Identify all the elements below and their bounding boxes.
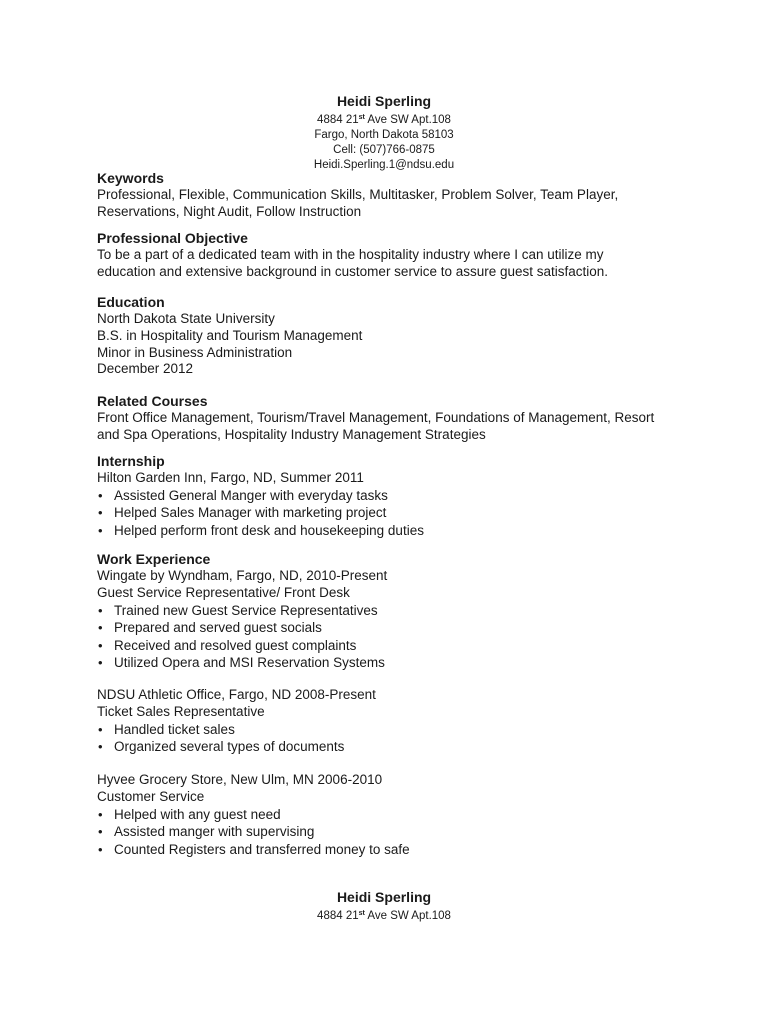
list-item: • Prepared and served guest socials <box>97 619 697 637</box>
applicant-name: Heidi Sperling <box>336 889 432 905</box>
job-bullets <box>97 806 697 859</box>
job-title: Guest Service Representative/ Front Desk <box>97 584 350 600</box>
list-item: • Trained new Guest Service Representatives <box>97 602 697 620</box>
courses-line: and Spa Operations, Hospitality Industry Management Strategies <box>97 426 486 442</box>
keywords-line: Reservations, Night Audit, Follow Instruction <box>97 203 362 219</box>
list-item: • Utilized Opera and MSI Reservation Systems <box>97 654 697 672</box>
objective-line: education and extensive background in customer service to assure guest satisfaction. <box>97 263 609 279</box>
education-line: North Dakota State University <box>97 311 275 326</box>
keywords-line: Professional, Flexible, Communication Skills, Multitasker, Problem Solver, Team Player, <box>97 187 619 202</box>
street-address: 4884 21st Ave SW Apt.108 <box>317 910 451 922</box>
education-section <box>97 294 697 378</box>
keywords-section <box>97 170 697 221</box>
job-entry <box>97 687 697 756</box>
list-item: • Organized several types of documents <box>97 738 697 756</box>
job-place: Wingate by Wyndham, Fargo, ND, 2010-Present <box>97 568 388 583</box>
courses-section <box>97 393 697 444</box>
keywords-heading: Keywords <box>97 170 164 186</box>
internship-place: Hilton Garden Inn, Fargo, ND, Summer 2011 <box>97 470 364 485</box>
job-bullets <box>97 721 697 756</box>
street-address: 4884 21st Ave SW Apt.108 <box>317 114 451 126</box>
list-item: • Counted Registers and transferred money to safe <box>97 841 697 859</box>
list-item: • Assisted General Manger with everyday tasks <box>97 487 697 505</box>
list-item: • Helped with any guest need <box>97 806 697 824</box>
job-bullets <box>97 602 697 672</box>
job-place: NDSU Athletic Office, Fargo, ND 2008-Present <box>97 687 376 702</box>
work-heading: Work Experience <box>97 551 211 567</box>
work-section <box>97 551 697 672</box>
applicant-name: Heidi Sperling <box>336 93 432 109</box>
internship-bullets <box>97 487 697 540</box>
list-item: • Helped perform front desk and housekeeping duties <box>97 522 697 540</box>
objective-heading: Professional Objective <box>97 230 248 246</box>
list-item: • Received and resolved guest complaints <box>97 637 697 655</box>
education-line: B.S. in Hospitality and Tourism Management <box>97 327 363 343</box>
courses-line: Front Office Management, Tourism/Travel Management, Foundations of Management, Resort <box>97 410 655 425</box>
job-entry <box>97 772 697 858</box>
objective-section <box>97 230 697 281</box>
list-item: • Helped Sales Manager with marketing project <box>97 504 697 522</box>
resume-header <box>48 93 720 173</box>
education-heading: Education <box>97 294 165 310</box>
internship-heading: Internship <box>97 453 165 469</box>
list-item: • Handled ticket sales <box>97 721 697 739</box>
education-line: December 2012 <box>97 361 194 377</box>
education-line: Minor in Business Administration <box>97 344 293 360</box>
objective-line: To be a part of a dedicated team with in the hospitality industry where I can utilize my <box>97 247 604 262</box>
job-title: Ticket Sales Representative <box>97 703 265 719</box>
page-two-header <box>48 889 720 924</box>
list-item: • Assisted manger with supervising <box>97 823 697 841</box>
city-state-zip: Fargo, North Dakota 58103 <box>314 129 454 141</box>
email-address: Heidi.Sperling.1@ndsu.edu <box>313 159 455 171</box>
job-title: Customer Service <box>97 788 205 804</box>
job-place: Hyvee Grocery Store, New Ulm, MN 2006-2010 <box>97 772 383 787</box>
courses-heading: Related Courses <box>97 393 208 409</box>
cell-phone: Cell: (507)766-0875 <box>333 144 435 156</box>
internship-section <box>97 453 697 539</box>
